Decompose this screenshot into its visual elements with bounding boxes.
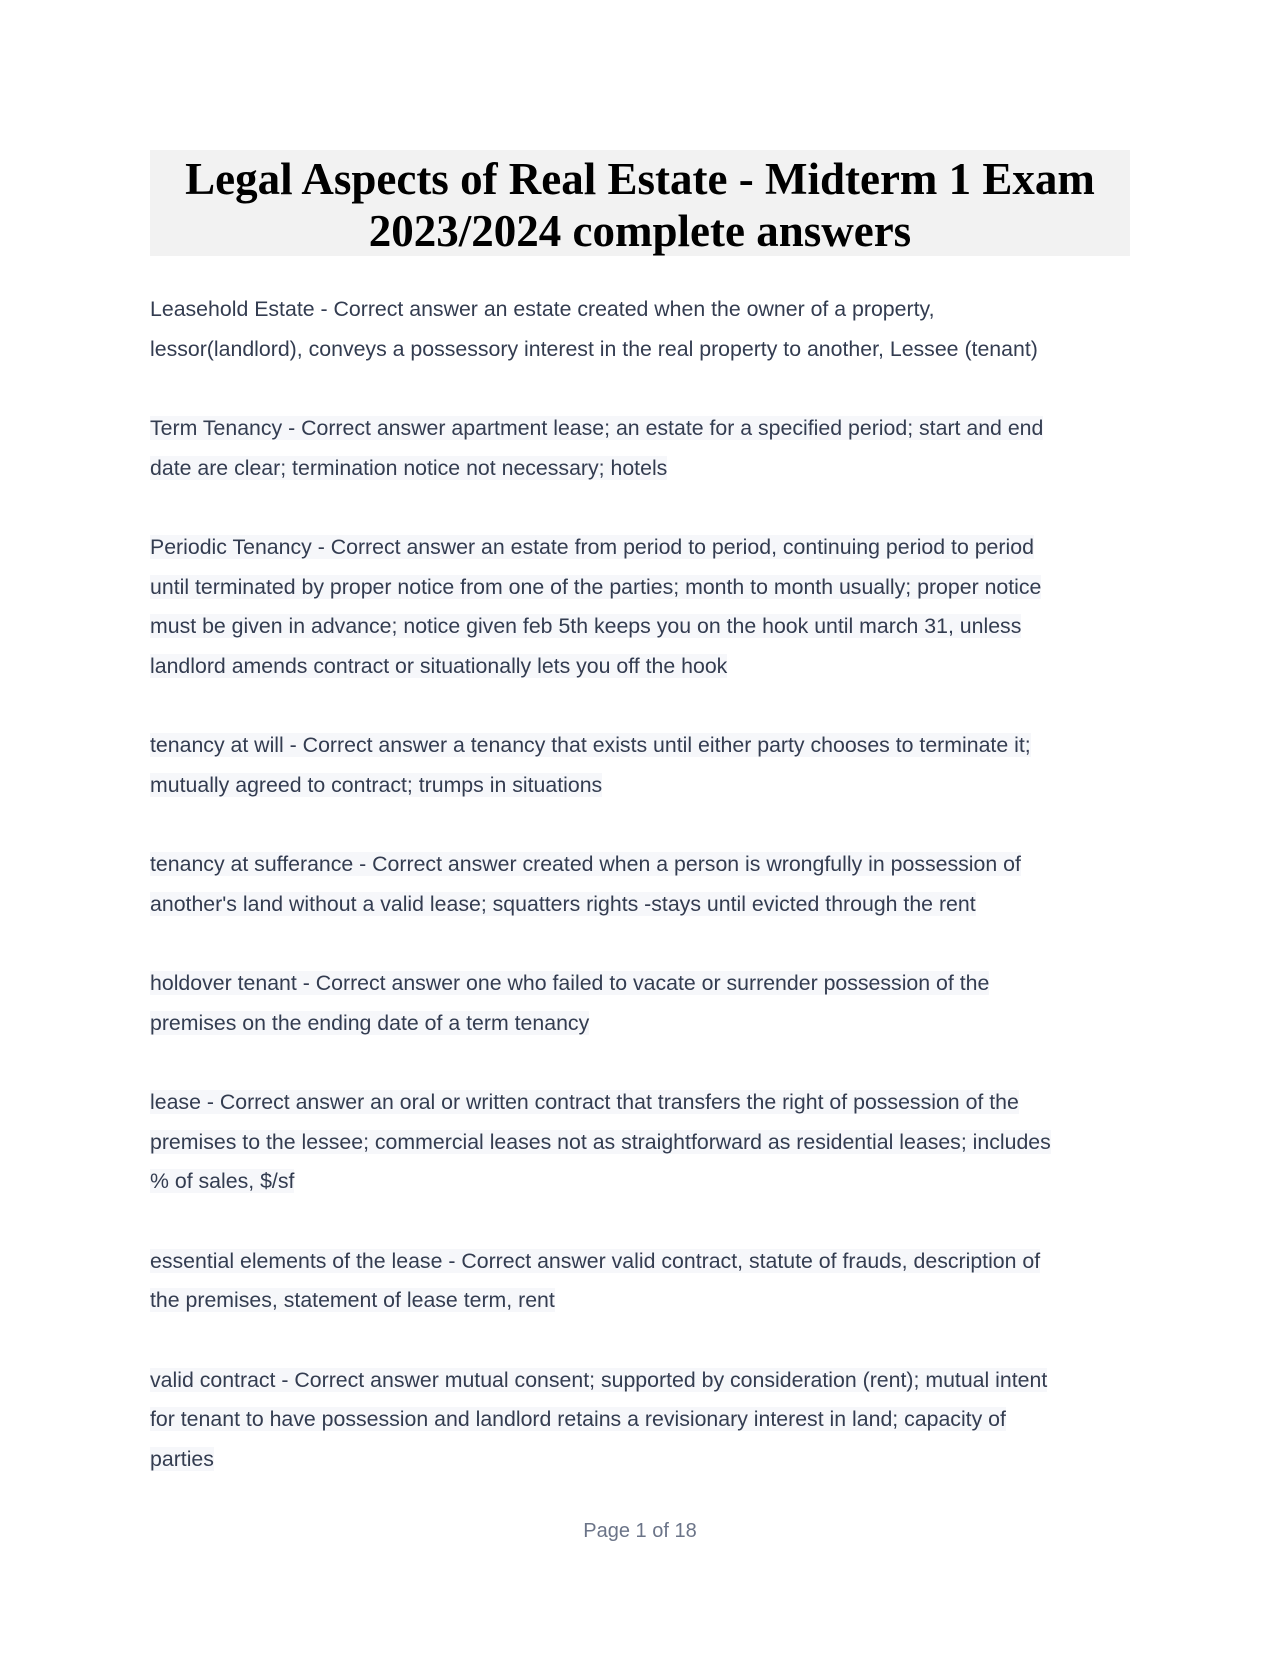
- entry-line-text: landlord amends contract or situationally lets you off the hook: [150, 653, 728, 678]
- entry-line: [150, 409, 1130, 449]
- entry-line: [150, 290, 1130, 330]
- definition-entry: [150, 726, 1130, 805]
- entry-line-text: another's land without a valid lease; squatters rights -stays until evicted through the rent: [150, 891, 976, 916]
- definition-entry: [150, 845, 1130, 924]
- document-title-line-1: Legal Aspects of Real Estate - Midterm 1 Exam: [185, 154, 1095, 204]
- entry-line-text: must be given in advance; notice given feb 5th keeps you on the hook until march 31, unless: [150, 614, 1022, 638]
- entry-line-text: the premises, statement of lease term, rent: [150, 1288, 555, 1312]
- entry-line-text: mutually agreed to contract; trumps in situations: [150, 772, 603, 797]
- entry-line-text: Leasehold Estate - Correct answer an estate created when the owner of a property,: [150, 297, 935, 321]
- entry-line-text: premises on the ending date of a term tenancy: [150, 1010, 590, 1035]
- entry-line: [150, 1004, 1130, 1044]
- entry-line-text: for tenant to have possession and landlord retains a revisionary interest in land; capacity of: [150, 1407, 1006, 1431]
- entry-line-text: Term Tenancy - Correct answer apartment lease; an estate for a specified period; start and end: [150, 416, 1044, 440]
- entry-line-text: Periodic Tenancy - Correct answer an estate from period to period, continuing period to period: [150, 535, 1034, 559]
- entry-line: [150, 528, 1130, 568]
- definition-entry: [150, 1242, 1130, 1321]
- entry-line-text: lessor(landlord), conveys a possessory interest in the real property to another, Lessee (tenant): [150, 336, 1038, 361]
- entry-line-text: % of sales, $/sf: [150, 1169, 295, 1193]
- entry-line: [150, 845, 1130, 885]
- definition-entry: [150, 409, 1130, 488]
- entry-line: [150, 1123, 1130, 1163]
- entry-line: [150, 1162, 1130, 1202]
- entry-line: [150, 647, 1130, 687]
- title-block: [150, 150, 1130, 256]
- definition-entry: [150, 964, 1130, 1043]
- entry-line-text: valid contract - Correct answer mutual consent; supported by consideration (rent); mutual intent: [150, 1367, 1048, 1392]
- entry-line: [150, 607, 1130, 647]
- entry-line: [150, 964, 1130, 1004]
- entry-line-text: tenancy at sufferance - Correct answer created when a person is wrongfully in possession of: [150, 852, 1021, 876]
- definition-entry: [150, 528, 1130, 686]
- entry-line: [150, 1083, 1130, 1123]
- entry-line: [150, 1242, 1130, 1282]
- entry-line-text: holdover tenant - Correct answer one who failed to vacate or surrender possession of the: [150, 971, 990, 995]
- entry-line-text: tenancy at will - Correct answer a tenancy that exists until either party chooses to terminate it;: [150, 733, 1031, 757]
- document-title-line-2: 2023/2024 complete answers: [368, 206, 912, 256]
- entry-line: [150, 726, 1130, 766]
- entry-line: [150, 1440, 1130, 1480]
- entry-line: [150, 766, 1130, 806]
- entry-line: [150, 568, 1130, 608]
- definition-entry: [150, 1083, 1130, 1202]
- entry-line: [150, 449, 1130, 489]
- definition-entry: [150, 290, 1130, 369]
- entry-line: [150, 1361, 1130, 1401]
- entry-line: [150, 330, 1130, 370]
- entry-line-text: until terminated by proper notice from one of the parties; month to month usually; proper notice: [150, 574, 1042, 599]
- entry-line-text: essential elements of the lease - Correct answer valid contract, statute of frauds, description of: [150, 1248, 1041, 1273]
- document-body: [150, 290, 1130, 1519]
- entry-line-text: lease - Correct answer an oral or written contract that transfers the right of possession of the: [150, 1090, 1019, 1114]
- entry-line: [150, 885, 1130, 925]
- entry-line-text: premises to the lessee; commercial leases not as straightforward as residential leases; includes: [150, 1129, 1051, 1154]
- entry-line-text: parties: [150, 1446, 214, 1471]
- entry-line: [150, 1281, 1130, 1321]
- entry-line-text: date are clear; termination notice not necessary; hotels: [150, 455, 668, 480]
- page-number-footer: Page 1 of 18: [583, 1520, 697, 1542]
- entry-line: [150, 1400, 1130, 1440]
- definition-entry: [150, 1361, 1130, 1480]
